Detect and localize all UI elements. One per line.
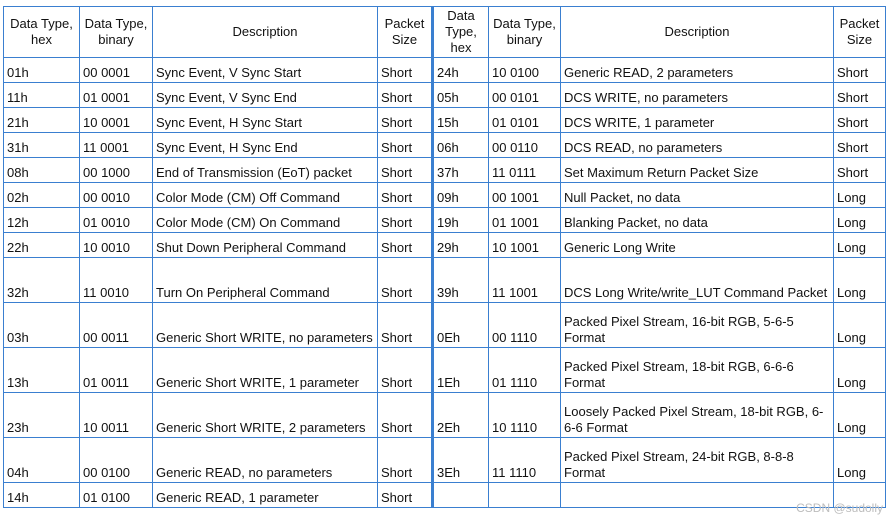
table-cell: Long	[834, 183, 886, 208]
table-cell: 11h	[4, 83, 80, 108]
table-cell: 24h	[433, 58, 489, 83]
table-cell: 06h	[433, 133, 489, 158]
table-cell: DCS WRITE, 1 parameter	[561, 108, 834, 133]
table-cell: 10 0011	[80, 393, 153, 438]
table-cell: 00 1110	[489, 303, 561, 348]
header-data-type-binary: Data Type, binary	[80, 7, 153, 58]
table-cell: 04h	[4, 438, 80, 483]
table-cell: Sync Event, V Sync End	[153, 83, 378, 108]
table-cell: Short	[834, 83, 886, 108]
table-cell: 10 0001	[80, 108, 153, 133]
table-cell: Turn On Peripheral Command	[153, 258, 378, 303]
table-cell	[489, 483, 561, 508]
table-cell: 01 0011	[80, 348, 153, 393]
table-cell: Generic Short WRITE, no parameters	[153, 303, 378, 348]
header-packet-size: Packet Size	[378, 7, 433, 58]
table-cell: End of Transmission (EoT) packet	[153, 158, 378, 183]
table-cell: Packed Pixel Stream, 24-bit RGB, 8-8-8 Format	[561, 438, 834, 483]
table-cell: 14h	[4, 483, 80, 508]
table-cell: 23h	[4, 393, 80, 438]
table-cell: 21h	[4, 108, 80, 133]
table-cell: 09h	[433, 183, 489, 208]
table-cell: Sync Event, H Sync Start	[153, 108, 378, 133]
table-cell: Short	[378, 133, 433, 158]
table-cell: Color Mode (CM) Off Command	[153, 183, 378, 208]
table-cell: Short	[378, 303, 433, 348]
table-cell: Packed Pixel Stream, 18-bit RGB, 6-6-6 Format	[561, 348, 834, 393]
table-cell: 03h	[4, 303, 80, 348]
table-row	[4, 133, 886, 158]
table-cell: Blanking Packet, no data	[561, 208, 834, 233]
table-cell: 2Eh	[433, 393, 489, 438]
table-cell: 10 1110	[489, 393, 561, 438]
table-cell: Long	[834, 258, 886, 303]
table-cell: 11 0111	[489, 158, 561, 183]
table-cell: 12h	[4, 208, 80, 233]
table-cell: Loosely Packed Pixel Stream, 18-bit RGB, 6-6-6 Format	[561, 393, 834, 438]
table-cell: 11 0010	[80, 258, 153, 303]
table-cell: Generic READ, no parameters	[153, 438, 378, 483]
packet-type-table-container	[3, 6, 885, 508]
watermark-text: CSDN @sudolly	[796, 501, 883, 515]
table-cell: Generic Short WRITE, 2 parameters	[153, 393, 378, 438]
table-cell: 00 1000	[80, 158, 153, 183]
table-cell: Short	[378, 233, 433, 258]
header-data-type-binary-2: Data Type, binary	[489, 7, 561, 58]
table-row	[4, 258, 886, 303]
table-cell: 01 0100	[80, 483, 153, 508]
table-cell: 39h	[433, 258, 489, 303]
table-cell: 01h	[4, 58, 80, 83]
table-row	[4, 233, 886, 258]
table-row	[4, 58, 886, 83]
table-row	[4, 303, 886, 348]
table-cell: 22h	[4, 233, 80, 258]
table-row	[4, 183, 886, 208]
table-cell: 08h	[4, 158, 80, 183]
header-description-2: Description	[561, 7, 834, 58]
table-cell: Short	[378, 258, 433, 303]
table-cell: DCS READ, no parameters	[561, 133, 834, 158]
table-row	[4, 83, 886, 108]
table-cell: Sync Event, V Sync Start	[153, 58, 378, 83]
table-cell: 01 1001	[489, 208, 561, 233]
table-cell: Short	[834, 58, 886, 83]
table-cell: Short	[378, 208, 433, 233]
table-cell	[433, 483, 489, 508]
table-cell: Short	[378, 158, 433, 183]
table-row	[4, 483, 886, 508]
table-cell: 00 0110	[489, 133, 561, 158]
table-cell: Short	[378, 348, 433, 393]
table-cell: Generic Short WRITE, 1 parameter	[153, 348, 378, 393]
table-cell: 19h	[433, 208, 489, 233]
table-cell: Color Mode (CM) On Command	[153, 208, 378, 233]
table-cell: DCS Long Write/write_LUT Command Packet	[561, 258, 834, 303]
table-row	[4, 108, 886, 133]
table-cell: 32h	[4, 258, 80, 303]
table-cell: Long	[834, 438, 886, 483]
table-cell: Short	[378, 483, 433, 508]
table-cell: 11 1110	[489, 438, 561, 483]
table-cell: 02h	[4, 183, 80, 208]
table-cell: Short	[834, 133, 886, 158]
table-cell: Short	[378, 183, 433, 208]
table-cell: Long	[834, 233, 886, 258]
table-cell: 11 1001	[489, 258, 561, 303]
table-cell: Shut Down Peripheral Command	[153, 233, 378, 258]
table-cell: Packed Pixel Stream, 16-bit RGB, 5-6-5 Format	[561, 303, 834, 348]
table-header-row	[4, 7, 886, 58]
table-cell: 0Eh	[433, 303, 489, 348]
table-row	[4, 348, 886, 393]
table-cell: 13h	[4, 348, 80, 393]
table-cell: Sync Event, H Sync End	[153, 133, 378, 158]
table-cell: Long	[834, 208, 886, 233]
table-cell: 00 0101	[489, 83, 561, 108]
table-cell: Generic READ, 1 parameter	[153, 483, 378, 508]
table-cell: Null Packet, no data	[561, 183, 834, 208]
table-cell: Generic Long Write	[561, 233, 834, 258]
header-description: Description	[153, 7, 378, 58]
table-cell: DCS WRITE, no parameters	[561, 83, 834, 108]
table-row	[4, 393, 886, 438]
table-cell	[561, 483, 834, 508]
table-cell: Short	[834, 158, 886, 183]
header-data-type-hex-2: Data Type, hex	[433, 7, 489, 58]
table-cell: 01 0001	[80, 83, 153, 108]
table-cell: 01 0101	[489, 108, 561, 133]
table-row	[4, 438, 886, 483]
table-cell: Short	[378, 83, 433, 108]
table-cell: Short	[834, 108, 886, 133]
table-cell: 01 1110	[489, 348, 561, 393]
packet-type-table	[3, 6, 886, 508]
table-cell: 00 0011	[80, 303, 153, 348]
table-cell: 11 0001	[80, 133, 153, 158]
table-cell: 3Eh	[433, 438, 489, 483]
table-cell: 10 0010	[80, 233, 153, 258]
table-cell: 00 0010	[80, 183, 153, 208]
table-row	[4, 158, 886, 183]
table-cell: Short	[378, 58, 433, 83]
table-cell: 1Eh	[433, 348, 489, 393]
table-cell: Long	[834, 303, 886, 348]
header-packet-size-2: Packet Size	[834, 7, 886, 58]
table-cell: 00 0001	[80, 58, 153, 83]
table-cell: Short	[378, 108, 433, 133]
table-cell: 10 0100	[489, 58, 561, 83]
table-cell: 00 1001	[489, 183, 561, 208]
table-cell: Short	[378, 393, 433, 438]
table-cell: 00 0100	[80, 438, 153, 483]
table-cell: 37h	[433, 158, 489, 183]
table-cell: 10 1001	[489, 233, 561, 258]
table-cell: 29h	[433, 233, 489, 258]
table-cell: 05h	[433, 83, 489, 108]
header-data-type-hex: Data Type, hex	[4, 7, 80, 58]
table-cell: Short	[378, 438, 433, 483]
table-cell: 31h	[4, 133, 80, 158]
table-cell: Set Maximum Return Packet Size	[561, 158, 834, 183]
table-cell: Long	[834, 393, 886, 438]
table-cell: 01 0010	[80, 208, 153, 233]
table-cell: Generic READ, 2 parameters	[561, 58, 834, 83]
table-cell: 15h	[433, 108, 489, 133]
table-cell: Long	[834, 348, 886, 393]
table-row	[4, 208, 886, 233]
